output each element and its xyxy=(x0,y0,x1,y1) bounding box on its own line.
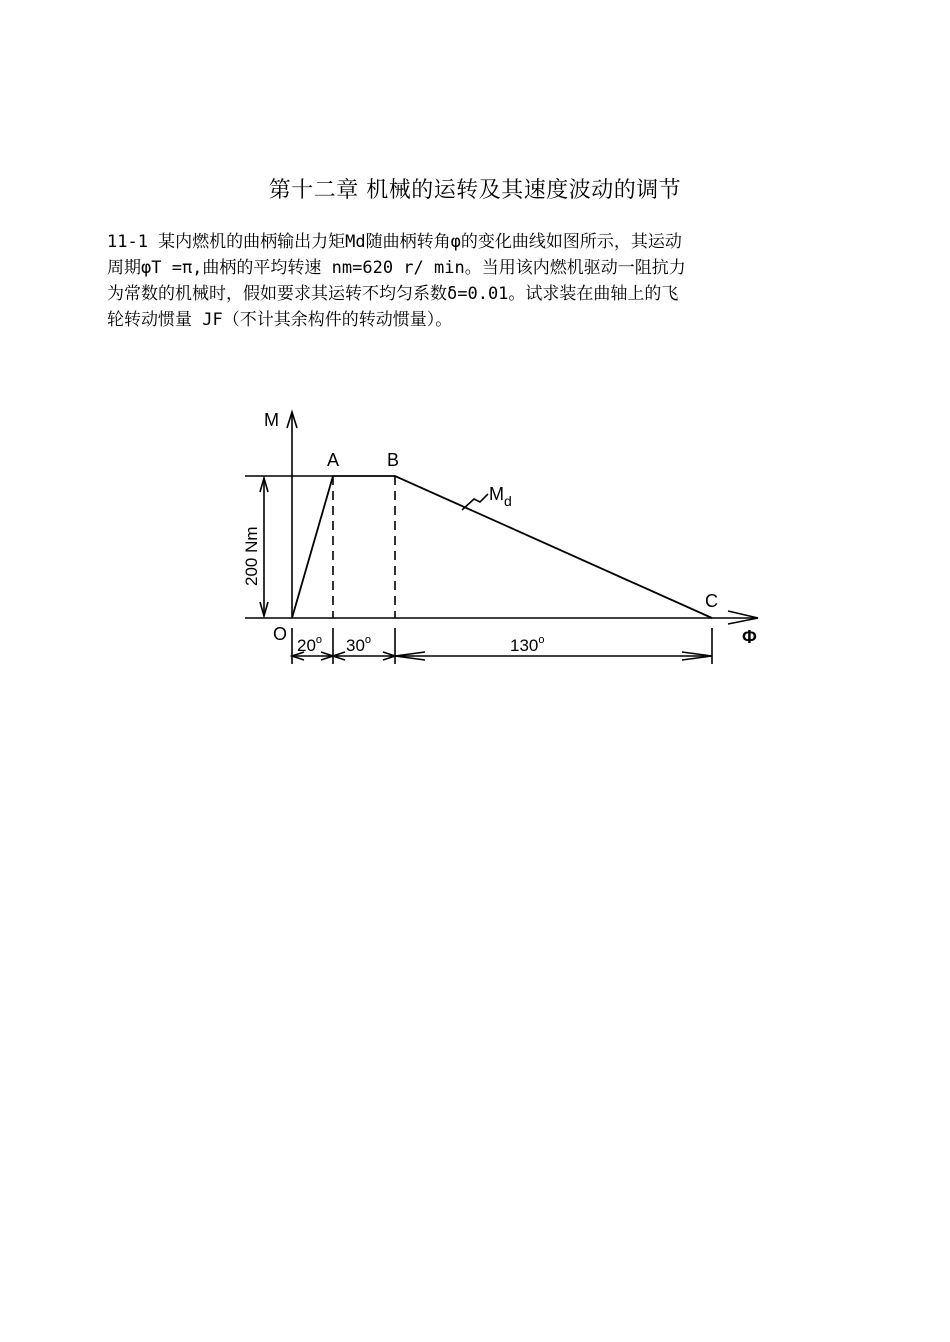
chapter-title: 第十二章 机械的运转及其速度波动的调节 xyxy=(268,178,682,203)
problem-line: 轮转动惯量 JF（不计其余构件的转动惯量）。 xyxy=(107,310,453,330)
point-label-b: B xyxy=(387,450,400,470)
problem-line: 11-1 某内燃机的曲柄输出力矩Md随曲柄转角φ的变化曲线如图所示，其运动 xyxy=(107,232,682,252)
angle-label-130: 130$^o$ xyxy=(510,634,545,655)
curve-label-main: M xyxy=(489,484,504,504)
point-label-c: C xyxy=(705,591,718,611)
angle-label-30: 30$^o$ xyxy=(346,634,372,655)
problem-line: 周期φT =π,曲柄的平均转速 nm=620 r/ min。当用该内燃机驱动一阻抗力 xyxy=(107,258,686,278)
angle-label-20: 20$^o$ xyxy=(297,634,323,655)
point-label-a: A xyxy=(327,450,340,470)
torque-dimension-label: 200 Nm xyxy=(242,526,261,586)
origin-label: O xyxy=(273,624,288,644)
curve-label-md xyxy=(489,484,512,509)
curve-label-sub: d xyxy=(504,493,512,509)
x-axis-label: Φ xyxy=(742,627,757,647)
y-axis-label: M xyxy=(264,410,279,430)
problem-line: 为常数的机械时，假如要求其运转不均匀系数δ=0.01。试求装在曲轴上的飞 xyxy=(107,284,679,304)
